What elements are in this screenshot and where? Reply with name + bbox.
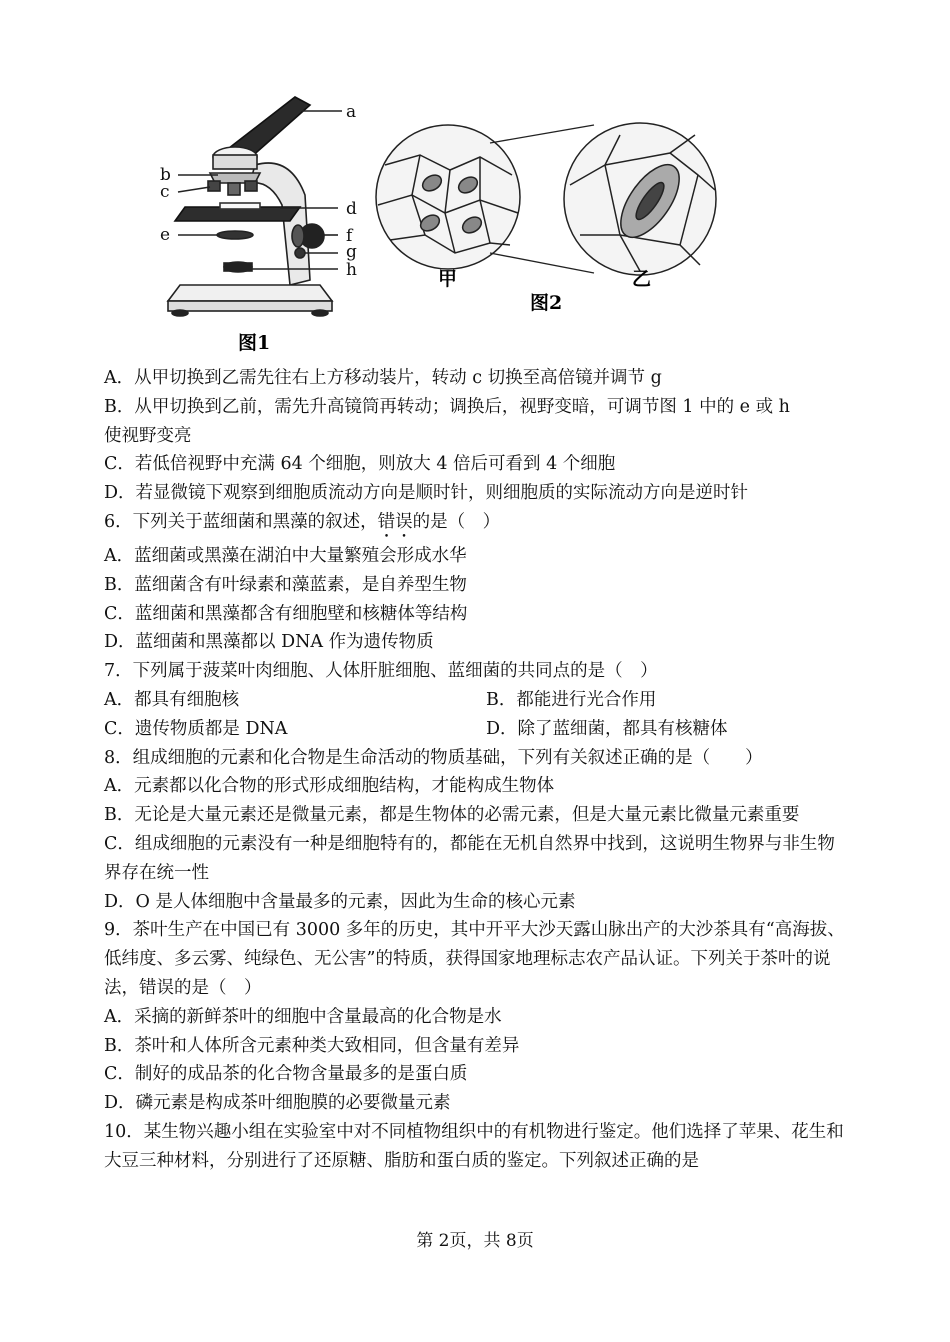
figure2-caption: 图2 — [530, 292, 563, 314]
label-d: d — [346, 199, 357, 219]
label-e: e — [160, 225, 171, 245]
figures-area — [150, 95, 750, 360]
q7-option-d: D．除了蓝细菌，都具有核糖体 — [486, 718, 728, 739]
q6-option-b: B．蓝细菌含有叶绿素和藻蓝素，是自养型生物 — [104, 574, 467, 595]
q5-option-c: C．若低倍视野中充满 64 个细胞，则放大 4 倍后可看到 4 个细胞 — [104, 454, 616, 475]
q9-stem: 9．茶叶生产在中国已有 3000 多年的历史，其中开平大沙天露山脉出产的大沙茶具有“高海拔、低纬度、多云雾、纯绿色、无公害”的特质，获得国家地理标志农产品认证。下列关于茶叶的说法，错误的是（ ） — [104, 920, 845, 998]
q7-option-a: A．都具有细胞核 — [104, 689, 240, 710]
figure2-right-label: 乙 — [632, 268, 652, 290]
q6-stem — [104, 508, 849, 542]
figure1-caption: 图1 — [238, 332, 271, 354]
label-f: f — [346, 226, 353, 246]
label-c: c — [160, 182, 170, 202]
label-h: h — [346, 260, 357, 280]
q7-options-row2 — [104, 715, 849, 744]
page-footer: 第 2页，共 8页 — [416, 1231, 534, 1251]
q7-stem: 7．下列属于菠菜叶肉细胞、人体肝脏细胞、蓝细菌的共同点的是（ ） — [104, 661, 658, 682]
q6-option-a: A．蓝细菌或黑藻在湖泊中大量繁殖会形成水华 — [104, 545, 467, 566]
q8-stem: 8．组成细胞的元素和化合物是生命活动的物质基础，下列有关叙述正确的是（ ） — [104, 747, 763, 768]
q6-stem-before: 6．下列关于蓝细菌和黑藻的叙述， — [104, 511, 378, 532]
q7-option-c: C．遗传物质都是 DNA — [104, 718, 288, 739]
q5-option-a: A．从甲切换到乙需先往右上方移动装片，转动 c 切换至高倍镜并调节 g — [104, 368, 662, 388]
q5-option-b-cont: 使视野变亮 — [104, 425, 192, 446]
q7-options-row1 — [104, 686, 849, 715]
q8-option-b: B．无论是大量元素还是微量元素，都是生物体的必需元素，但是大量元素比微量元素重要 — [104, 805, 800, 826]
figure2-left-label: 甲 — [438, 268, 458, 290]
q9-option-a: A．采摘的新鲜茶叶的细胞中含量最高的化合物是水 — [104, 1006, 502, 1027]
question-content — [104, 364, 849, 1176]
label-b: b — [160, 165, 171, 185]
q8-option-d: D．O 是人体细胞中含量最多的元素，因此为生命的核心元素 — [104, 891, 576, 912]
q7-option-b: B．都能进行光合作用 — [486, 689, 657, 710]
q9-option-c: C．制好的成品茶的化合物含量最多的是蛋白质 — [104, 1064, 468, 1085]
q10-stem: 10．某生物兴趣小组在实验室中对不同植物组织中的有机物进行鉴定。他们选择了苹果、花生和大豆三种材料，分别进行了还原糖、脂肪和蛋白质的鉴定。下列叙述正确的是 — [104, 1121, 844, 1171]
q6-option-c: C．蓝细菌和黑藻都含有细胞壁和核糖体等结构 — [104, 603, 468, 624]
q6-stem-emph: 错误 — [377, 511, 413, 532]
q9-option-d: D．磷元素是构成茶叶细胞膜的必要微量元素 — [104, 1093, 451, 1114]
q8-option-c: C．组成细胞的元素没有一种是细胞特有的，都能在无机自然界中找到，这说明生物界与非生物界存在统一性 — [104, 833, 835, 883]
q5-option-b: B．从甲切换到乙前，需先升高镜筒再转动；调换后，视野变暗，可调节图 1 中的 e 或 h — [104, 396, 790, 417]
label-g: g — [346, 242, 357, 262]
micrograph-left — [376, 125, 520, 269]
q5-option-d: D．若显微镜下观察到细胞质流动方向是顺时针，则细胞质的实际流动方向是逆时针 — [104, 483, 749, 504]
label-a: a — [346, 102, 357, 122]
micrograph-right — [564, 123, 716, 275]
q6-stem-after: 的是（ ） — [412, 511, 501, 532]
q9-option-b: B．茶叶和人体所含元素种类大致相同，但含量有差异 — [104, 1035, 520, 1056]
q8-option-a: A．元素都以化合物的形式形成细胞结构，才能构成生物体 — [104, 776, 555, 797]
microscope-figures — [150, 95, 750, 360]
microscope-illustration — [168, 97, 342, 316]
q6-option-d: D．蓝细菌和黑藻都以 DNA 作为遗传物质 — [104, 632, 434, 653]
